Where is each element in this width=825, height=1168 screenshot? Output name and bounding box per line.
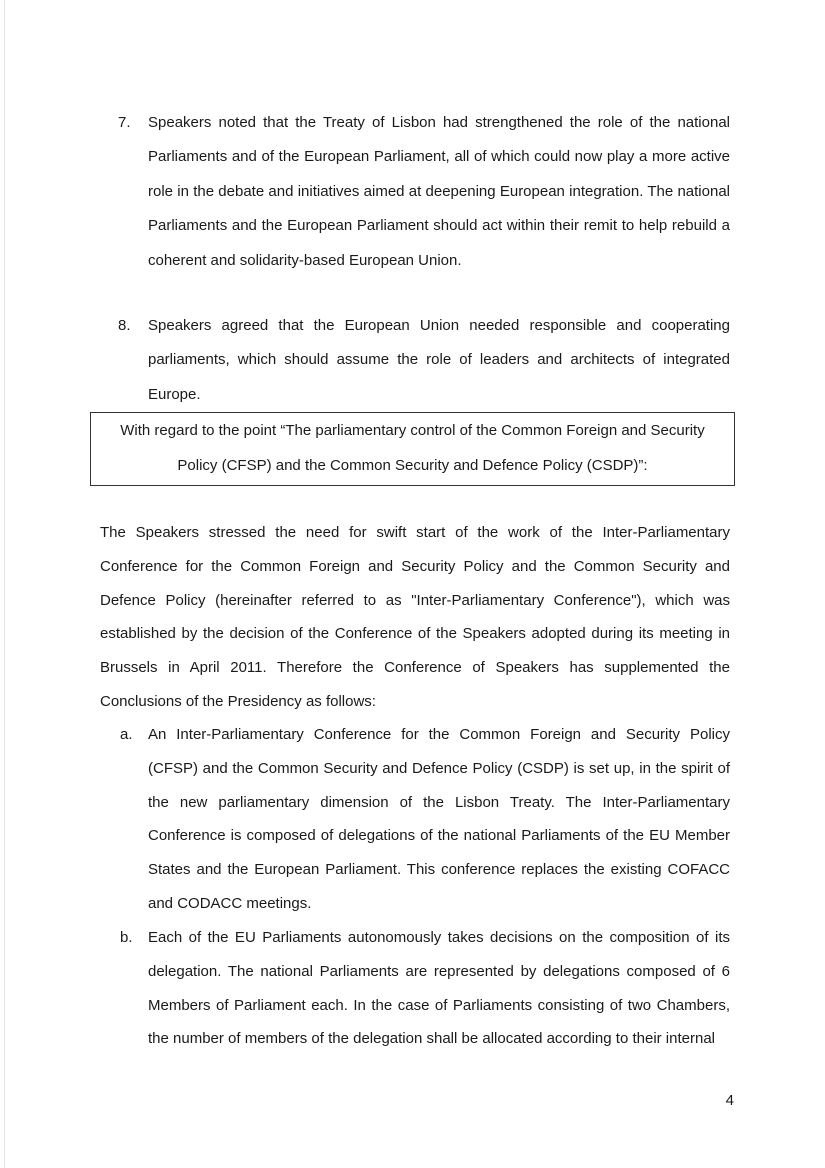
boxed-heading: With regard to the point “The parliamentary control of the Common Foreign and Security Policy (CFSP) and the Common Security and Defence Policy (CSDP)”: xyxy=(90,412,735,486)
page-number: 4 xyxy=(725,1092,734,1109)
item-text: Each of the EU Parliaments autonomously takes decisions on the composition of its delegation. The national Parliaments are represented by delegations composed of 6 Members of Parliament each. In the case of Parliaments consisting of two Chambers, the number of members of the delegation shall be allocated according to their internal xyxy=(148,929,730,1048)
item-marker: 7. xyxy=(118,114,131,131)
item-text: An Inter-Parliamentary Conference for the Common Foreign and Security Policy (CFSP) and the Common Security and Defence Policy (CSDP) is set up, in the spirit of the new parliamentary dimension of the Lisbon Treaty. The Inter-Parliamentary Conference is composed of delegations of the national Parliaments of the EU Member States and the European Parliament. This conference replaces the existing COFACC and CODACC meetings. xyxy=(148,726,730,912)
numbered-item-7 xyxy=(118,106,730,278)
item-marker: 8. xyxy=(118,317,131,334)
numbered-item-8 xyxy=(118,309,730,412)
page-edge-line xyxy=(4,0,5,1168)
body-paragraph: The Speakers stressed the need for swift start of the work of the Inter-Parliamentary Conference for the Common Foreign and Security Policy and the Common Security and Defence Policy (hereinafter referred to as "Inter-Parliamentary Conference"), which was established by the decision of the Conference of the Speakers adopted during its meeting in Brussels in April 2011. Therefore the Conference of Speakers has supplemented the Conclusions of the Presidency as follows: xyxy=(100,524,730,710)
lettered-item-a xyxy=(120,718,730,921)
item-text: Speakers agreed that the European Union needed responsible and cooperating parliaments, which should assume the role of leaders and architects of integrated Europe. xyxy=(148,317,730,403)
lettered-item-b xyxy=(120,921,730,1056)
item-marker: a. xyxy=(120,726,133,743)
item-text: Speakers noted that the Treaty of Lisbon had strengthened the role of the national Parliaments and of the European Parliament, all of which could now play a more active role in the debate and initiatives aimed at deepening European integration. The national Parliaments and the European Parliament should act within their remit to help rebuild a coherent and solidarity-based European Union. xyxy=(148,114,730,269)
item-marker: b. xyxy=(120,929,133,946)
